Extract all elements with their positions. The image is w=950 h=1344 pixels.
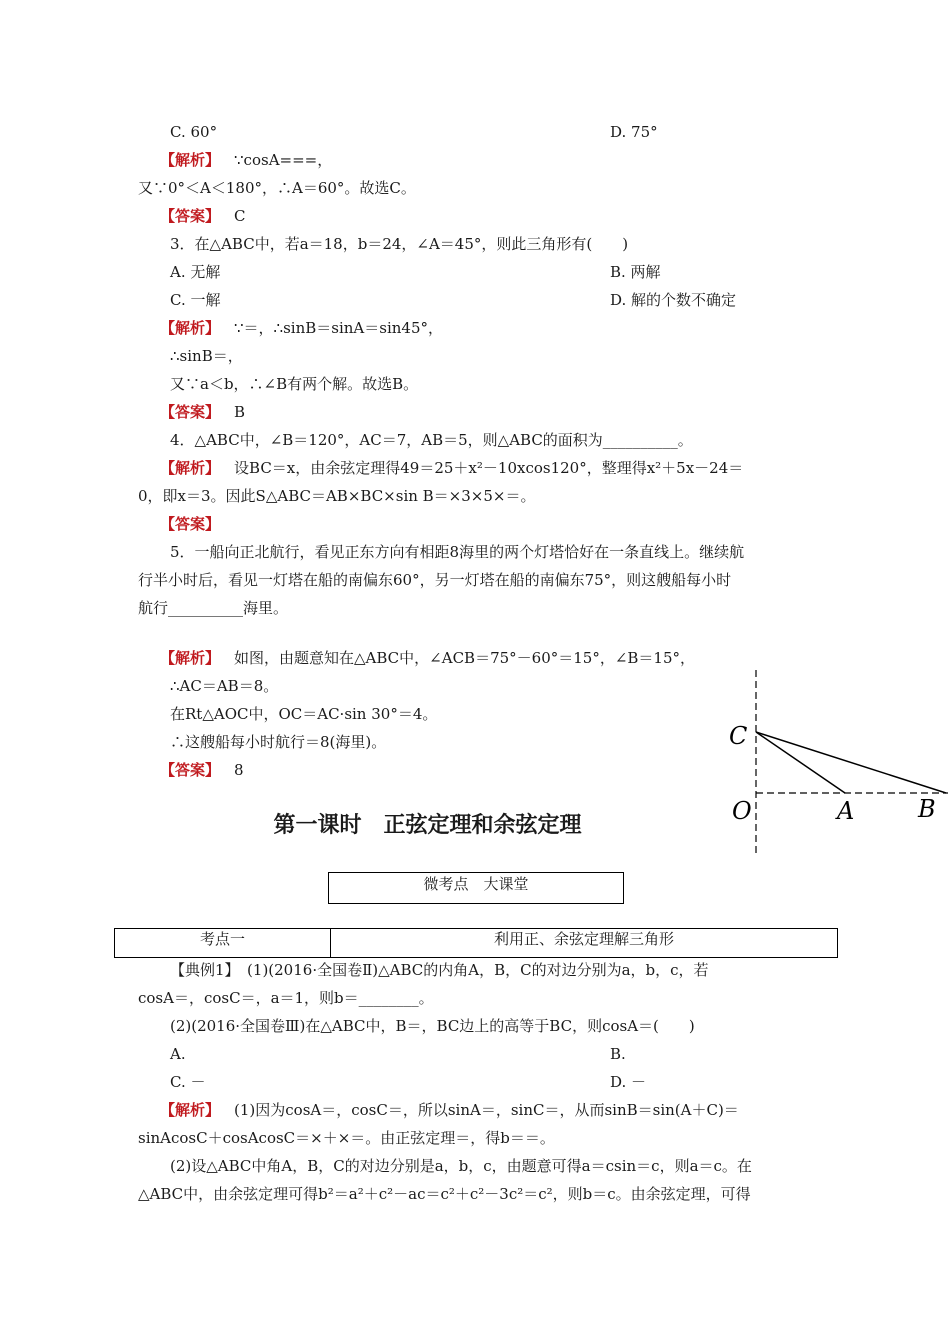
label-a: A	[837, 797, 855, 825]
option-d: D. －	[610, 1073, 647, 1091]
answer-value: C	[234, 207, 246, 225]
analysis-text: 在Rt△AOC中，OC＝AC·sin 30°＝4。	[170, 705, 438, 723]
analysis-tag: 【解析】	[160, 1101, 221, 1119]
option-d: D. 解的个数不确定	[610, 291, 737, 309]
analysis-line	[160, 150, 332, 170]
answer-line	[160, 514, 220, 534]
example-stem: (2)(2016·全国卷Ⅲ)在△ABC中，B＝，BC边上的高等于BC，则cosA＝( )	[170, 1017, 695, 1035]
option-c: C. 60°	[170, 123, 218, 141]
answer-line	[160, 402, 245, 422]
analysis-tag: 【解析】	[160, 151, 221, 169]
analysis-tag: 【解析】	[160, 649, 221, 667]
example-stem: cosA＝，cosC＝，a＝1，则b＝________。	[138, 989, 434, 1007]
analysis-text: ∵＝，∴sinB＝sinA＝sin45°，	[234, 319, 444, 337]
label-c: C	[729, 722, 748, 750]
label-o: O	[732, 797, 752, 825]
analysis-line	[160, 648, 695, 668]
analysis-text: ∵cosA===，	[234, 151, 333, 169]
analysis-text: 0，即x＝3。因此S△ABC＝AB×BC×sin B＝×3×5×＝。	[138, 487, 536, 505]
analysis-text: (2)设△ABC中角A，B，C的对边分别是a，b，c，由题意可得a＝csin＝c，则a＝c。在	[170, 1157, 752, 1175]
kaodian-label: 考点一	[115, 929, 331, 957]
option-a: A. 无解	[170, 263, 221, 281]
analysis-text: 又∵0°＜A＜180°，∴A＝60°。故选C。	[138, 179, 416, 197]
section-banner-label: 微考点 大课堂	[423, 875, 529, 893]
section-banner	[328, 872, 624, 904]
answer-value: B	[234, 403, 246, 421]
analysis-text: 又∵a＜b，∴∠B有两个解。故选B。	[170, 375, 419, 393]
answer-value: 8	[234, 761, 244, 779]
analysis-text: (1)因为cosA＝，cosC＝，所以sinA＝，sinC＝，从而sinB＝sin(A＋C)＝	[234, 1101, 739, 1119]
analysis-text: 如图，由题意知在△ABC中，∠ACB＝75°－60°＝15°，∠B＝15°，	[234, 649, 696, 667]
option-c: C. －	[170, 1073, 206, 1091]
analysis-tag: 【解析】	[160, 319, 221, 337]
analysis-line	[160, 1100, 739, 1120]
answer-tag: 【答案】	[160, 403, 221, 421]
option-b: B. 两解	[610, 263, 661, 281]
question-stem: 行半小时后，看见一灯塔在船的南偏东60°，另一灯塔在船的南偏东75°，则这艘船每小时	[138, 571, 732, 589]
answer-tag: 【答案】	[160, 515, 221, 533]
option-a: A.	[170, 1045, 186, 1063]
answer-tag: 【答案】	[160, 207, 221, 225]
section-title: 第一课时 正弦定理和余弦定理	[273, 813, 582, 838]
option-c: C. 一解	[170, 291, 221, 309]
option-b: B.	[610, 1045, 626, 1063]
question-stem: 航行__________海里。	[138, 599, 289, 617]
analysis-text: sinAcosC＋cosAcosC＝×＋×＝。由正弦定理＝，得b＝＝。	[138, 1129, 555, 1147]
analysis-line	[160, 458, 743, 478]
analysis-text: 设BC＝x，由余弦定理得49＝25＋x²－10xcos120°，整理得x²＋5x－24＝	[234, 459, 744, 477]
analysis-text: ∴这艘船每小时航行＝8(海里)。	[170, 733, 387, 751]
analysis-tag: 【解析】	[160, 459, 221, 477]
kaodian-table	[114, 928, 838, 958]
answer-tag: 【答案】	[160, 761, 221, 779]
question-stem: 3．在△ABC中，若a＝18，b＝24，∠A＝45°，则此三角形有( )	[170, 235, 629, 253]
segment-ca	[756, 732, 845, 793]
analysis-text: ∴sinB＝，	[170, 347, 243, 365]
analysis-line	[160, 318, 443, 338]
segment-cb	[756, 732, 946, 793]
answer-line	[160, 206, 246, 226]
question-stem: 4．△ABC中，∠B＝120°，AC＝7，AB＝5，则△ABC的面积为__________。	[170, 431, 693, 449]
question-stem: 5．一船向正北航行，看见正东方向有相距8海里的两个灯塔恰好在一条直线上。继续航	[170, 543, 745, 561]
analysis-text: ∴AC＝AB＝8。	[170, 677, 279, 695]
kaodian-topic: 利用正、余弦定理解三角形	[493, 930, 674, 948]
label-b: B	[918, 795, 936, 823]
example-stem: 【典例1】 (1)(2016·全国卷Ⅱ)△ABC的内角A，B，C的对边分别为a，b，c，若	[170, 961, 709, 979]
answer-line	[160, 760, 244, 780]
analysis-text: △ABC中，由余弦定理可得b²＝a²＋c²－ac＝c²＋c²－3c²＝c²，则b＝c。由余弦定理，可得	[138, 1185, 751, 1203]
option-d: D. 75°	[610, 123, 658, 141]
